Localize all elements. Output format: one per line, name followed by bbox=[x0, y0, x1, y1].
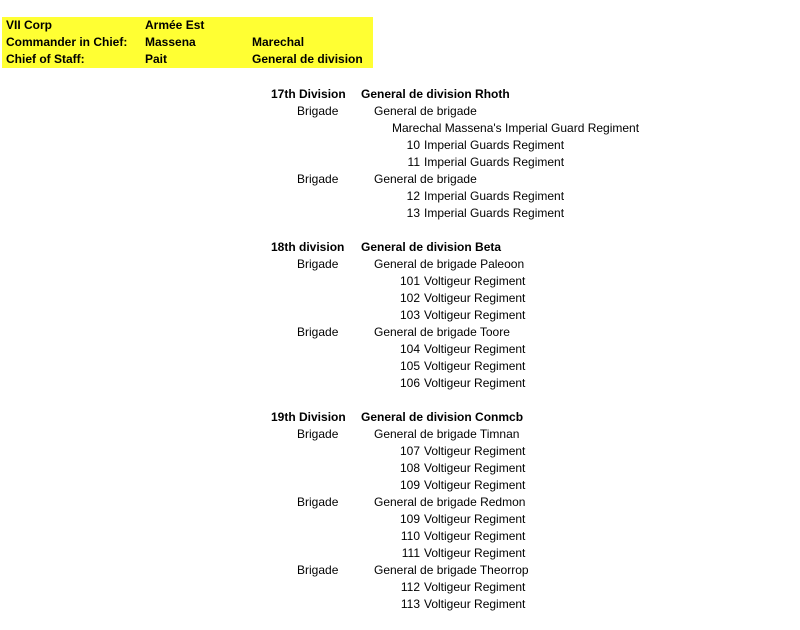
brigade-label: Brigade bbox=[297, 257, 339, 271]
regiment-row bbox=[0, 579, 800, 596]
regiment-row bbox=[0, 358, 800, 375]
regiment-row bbox=[0, 205, 800, 222]
regiment-row bbox=[0, 443, 800, 460]
corps-header-block bbox=[2, 17, 373, 68]
regiment-name: Imperial Guards Regiment bbox=[424, 138, 565, 152]
regiment-name: Imperial Guards Regiment bbox=[424, 189, 565, 203]
brigade-commander: General de brigade bbox=[374, 104, 477, 118]
header-rank: General de division bbox=[252, 52, 363, 66]
regiment-number: 103 bbox=[399, 308, 420, 322]
division-row bbox=[0, 86, 800, 103]
brigade-row bbox=[0, 562, 800, 579]
header-rank: Marechal bbox=[252, 35, 305, 49]
order-of-battle bbox=[0, 86, 800, 613]
regiment-row bbox=[0, 511, 800, 528]
regiment-row bbox=[0, 596, 800, 613]
header-label: VII Corp bbox=[6, 18, 53, 32]
regiment-name: Voltigeur Regiment bbox=[424, 274, 526, 288]
brigade-commander: General de brigade Timnan bbox=[374, 427, 520, 441]
regiment-number: 111 bbox=[401, 546, 420, 560]
header-label: Commander in Chief: bbox=[6, 35, 128, 49]
regiment-number: 105 bbox=[399, 359, 420, 373]
regiment-name: Voltigeur Regiment bbox=[424, 546, 526, 560]
division-row bbox=[0, 239, 800, 256]
brigade-row bbox=[0, 494, 800, 511]
regiment-number: 102 bbox=[399, 291, 420, 305]
guard-regiment-name: Marechal Massena's Imperial Guard Regiment bbox=[392, 121, 640, 135]
regiment-row bbox=[0, 460, 800, 477]
regiment-number: 109 bbox=[399, 512, 420, 526]
brigade-commander: General de brigade Redmon bbox=[374, 495, 526, 509]
spacer-row bbox=[0, 392, 800, 409]
division-name: 17th Division bbox=[271, 87, 346, 101]
brigade-commander: General de brigade Toore bbox=[374, 325, 510, 339]
brigade-row bbox=[0, 324, 800, 341]
regiment-row bbox=[0, 273, 800, 290]
regiment-name: Voltigeur Regiment bbox=[424, 529, 526, 543]
regiment-row bbox=[0, 477, 800, 494]
regiment-number: 11 bbox=[407, 155, 420, 169]
header-value: Massena bbox=[145, 35, 196, 49]
regiment-row bbox=[0, 528, 800, 545]
regiment-number: 104 bbox=[399, 342, 420, 356]
brigade-row bbox=[0, 426, 800, 443]
header-value: Armée Est bbox=[145, 18, 205, 32]
brigade-commander: General de brigade bbox=[374, 172, 477, 186]
regiment-row bbox=[0, 375, 800, 392]
regiment-number: 106 bbox=[399, 376, 420, 390]
regiment-number: 10 bbox=[406, 138, 420, 152]
regiment-number: 108 bbox=[399, 461, 420, 475]
regiment-row bbox=[0, 341, 800, 358]
regiment-name: Voltigeur Regiment bbox=[424, 478, 526, 492]
regiment-row bbox=[0, 188, 800, 205]
brigade-commander: General de brigade Theorrop bbox=[374, 563, 529, 577]
regiment-name: Voltigeur Regiment bbox=[424, 291, 526, 305]
regiment-row bbox=[0, 137, 800, 154]
header-value: Pait bbox=[145, 52, 168, 66]
brigade-label: Brigade bbox=[297, 172, 339, 186]
brigade-label: Brigade bbox=[297, 325, 339, 339]
regiment-number: 110 bbox=[400, 529, 420, 543]
guard-regiment-row bbox=[0, 120, 800, 137]
regiment-number: 107 bbox=[399, 444, 420, 458]
regiment-name: Voltigeur Regiment bbox=[424, 376, 526, 390]
regiment-name: Voltigeur Regiment bbox=[424, 597, 526, 611]
brigade-label: Brigade bbox=[297, 104, 339, 118]
brigade-row bbox=[0, 171, 800, 188]
brigade-row bbox=[0, 103, 800, 120]
regiment-row bbox=[0, 545, 800, 562]
regiment-number: 109 bbox=[399, 478, 420, 492]
regiment-name: Voltigeur Regiment bbox=[424, 444, 526, 458]
regiment-name: Voltigeur Regiment bbox=[424, 342, 526, 356]
division-name: 19th Division bbox=[271, 410, 346, 424]
division-commander: General de division Conmcb bbox=[361, 410, 524, 424]
division-commander: General de division Rhoth bbox=[361, 87, 510, 101]
regiment-number: 12 bbox=[406, 189, 420, 203]
regiment-name: Voltigeur Regiment bbox=[424, 359, 526, 373]
brigade-row bbox=[0, 256, 800, 273]
regiment-number: 112 bbox=[400, 580, 420, 594]
regiment-name: Voltigeur Regiment bbox=[424, 512, 526, 526]
regiment-row bbox=[0, 290, 800, 307]
regiment-number: 13 bbox=[406, 206, 420, 220]
division-name: 18th division bbox=[271, 240, 345, 254]
regiment-number: 101 bbox=[399, 274, 420, 288]
regiment-name: Imperial Guards Regiment bbox=[424, 155, 565, 169]
brigade-commander: General de brigade Paleoon bbox=[374, 257, 525, 271]
brigade-label: Brigade bbox=[297, 563, 339, 577]
regiment-row bbox=[0, 154, 800, 171]
brigade-label: Brigade bbox=[297, 427, 339, 441]
regiment-row bbox=[0, 307, 800, 324]
regiment-name: Voltigeur Regiment bbox=[424, 580, 526, 594]
spacer-row bbox=[0, 222, 800, 239]
division-commander: General de division Beta bbox=[361, 240, 502, 254]
division-row bbox=[0, 409, 800, 426]
header-label: Chief of Staff: bbox=[6, 52, 85, 66]
regiment-name: Voltigeur Regiment bbox=[424, 308, 526, 322]
regiment-name: Voltigeur Regiment bbox=[424, 461, 526, 475]
regiment-name: Imperial Guards Regiment bbox=[424, 206, 565, 220]
brigade-label: Brigade bbox=[297, 495, 339, 509]
regiment-number: 113 bbox=[400, 597, 420, 611]
